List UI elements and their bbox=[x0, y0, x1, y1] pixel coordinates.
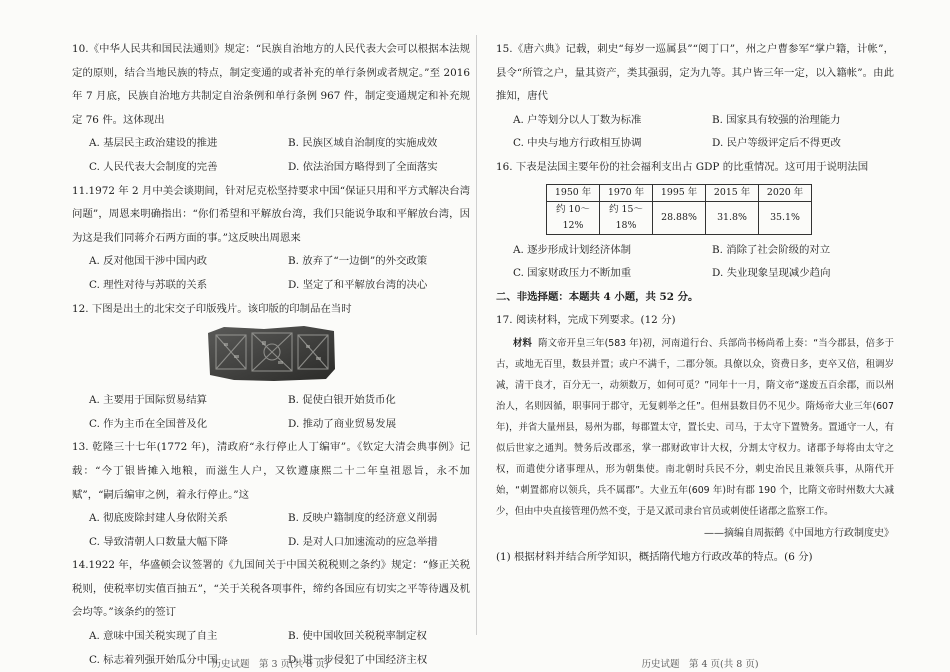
table-cell-value: 约 10～12% bbox=[547, 201, 600, 234]
q16-option-b: B. 消除了社会阶级的对立 bbox=[712, 243, 831, 256]
material-source: ——摘编自周振鹤《中国地方行政制度史》 bbox=[704, 527, 894, 539]
question-16 bbox=[496, 156, 894, 286]
question-15 bbox=[496, 38, 894, 156]
q13-option-d: D. 是对人口加速流动的应急举措 bbox=[288, 535, 438, 548]
page-footer-left: 历史试题 第 3 页(共 8 页) bbox=[211, 659, 329, 670]
q12-option-c: C. 作为主币在全国普及化 bbox=[89, 417, 208, 430]
q12-option-a: A. 主要用于国际贸易结算 bbox=[89, 394, 208, 407]
q14-option-b: B. 使中国收回关税税率制定权 bbox=[288, 630, 427, 643]
left-column bbox=[72, 38, 470, 672]
q12-stem: 12. 下图是出土的北宋交子印版残片。该印版的印制品在当时 bbox=[72, 302, 352, 315]
q14-option-c: C. 标志着列强开始瓜分中国 bbox=[89, 653, 218, 666]
q17-stem: 17. 阅读材料，完成下列要求。(12 分) bbox=[496, 314, 676, 327]
q16-option-d: D. 失业现象呈现减少趋向 bbox=[712, 267, 831, 280]
q15-option-d: D. 民户等级评定后不得更改 bbox=[712, 137, 841, 150]
q10-stem: 10.《中华人民共和国民法通则》规定：“民族自治地方的人民代表大会可以根据本法规定的原则，结合当地民族的特点，制定变通的或者补充的单行条例或者规定。”至 2016 年 7 月底，民族自治地方共制定自治条例和单行条例 967 件，制定变通规定和补充规定 76 件。这体现出 bbox=[72, 43, 470, 126]
table-cell-year: 2015 年 bbox=[706, 184, 759, 201]
q16-option-a: A. 逐步形成计划经济体制 bbox=[513, 243, 632, 256]
table-cell-value: 28.88% bbox=[653, 201, 706, 234]
q12-option-d: D. 推动了商业贸易发展 bbox=[288, 417, 397, 430]
table-cell-value: 约 15～18% bbox=[600, 201, 653, 234]
q15-stem: 15.《唐六典》记载，刺史“每岁一巡属县”“阅丁口”，州之户曹参军“掌户籍，计帐”，县令“所管之户，量其资产，类其强弱，定为九等。其户皆三年一定，以入籍帐”。由此推知，唐代 bbox=[496, 43, 894, 103]
question-12 bbox=[72, 298, 470, 437]
q14-option-a: A. 意味中国关税实现了自主 bbox=[89, 630, 218, 643]
q16-stem: 16. 下表是法国主要年份的社会福利支出占 GDP 的比重情况。这可用于说明法国 bbox=[496, 160, 869, 173]
material-text: 隋文帝开皇三年(583 年)初，河南道行台、兵部尚书杨尚希上奏：“当今郡县，倍多于古，或地无百里，数县并置；或户不满千，二郡分领。具僚以众，资费日多，吏卒又倍，租调岁减，清干良才，百分无一，动须数万，如何可觅？”同年十一月，隋文帝“遂废五百余郡，而以州治人，名则因循，职事同于郡守，无复刺举之任”。但州县数目仍不见少。隋炀帝大业三年(607 年)，并省大量州县，易州为郡，每郡置太守，置长史、司马，于太守下置赞务。置通守一人，有似后世家之通判。赞务后改郡丞，掌一郡财政审计大权，分割太守权力。诸郡予每将由太守之权，而遣使分诸事理从，形为朝集使。南北朝时兵民不分，刺史治民且兼领兵事，从隋代开始，“刺置都府以领兵，兵不属郡”。大业五年(609 年)时有郡 190 个，比隋文帝时州数大大减少，但由中央直接管理仍然不变，于是又派司隶台官员或刺使任诸郡之监察工作。 bbox=[496, 337, 894, 517]
q10-option-a: A. 基层民主政治建设的推进 bbox=[89, 137, 218, 150]
question-11 bbox=[72, 180, 470, 298]
q12-option-b: B. 促使白银开始货币化 bbox=[288, 394, 396, 407]
q11-option-a: A. 反对他国干涉中国内政 bbox=[89, 255, 208, 268]
q11-option-d: D. 坚定了和平解放台湾的决心 bbox=[288, 278, 428, 291]
column-divider bbox=[476, 35, 477, 635]
table-cell-year: 1950 年 bbox=[547, 184, 600, 201]
q14-stem: 14.1922 年，华盛顿会议签署的《九国间关于中国关税税则之条约》规定：“修正关税税则，使税率切实值百抽五”，“关于关税各项事件，缔约各国应有切实之平等待遇及机会均等。”该条约的签订 bbox=[72, 559, 470, 619]
question-10 bbox=[72, 38, 470, 180]
q14-option-d: D. 进一步侵犯了中国经济主权 bbox=[288, 653, 428, 666]
welfare-gdp-table bbox=[546, 184, 812, 235]
q11-option-c: C. 理性对待与苏联的关系 bbox=[89, 278, 208, 291]
q10-option-c: C. 人民代表大会制度的完善 bbox=[89, 160, 218, 173]
table-row-values bbox=[547, 201, 812, 234]
printing-plate-icon bbox=[204, 323, 338, 383]
q13-stem: 13. 乾隆三十七年(1772 年)，清政府“永行停止人丁编审”。《钦定大清会典事例》记载：“今丁银皆摊入地粮，而滋生人户，又钦遵康熙二十二年皇祖恩旨，永不加赋”，“嗣后编审之例，着永行停止。”这 bbox=[72, 441, 470, 501]
q15-option-c: C. 中央与地方行政相互协调 bbox=[513, 137, 642, 150]
jiaozi-printing-plate-image bbox=[72, 323, 470, 387]
material-label: 材料 bbox=[513, 337, 532, 349]
q13-option-c: C. 导致清朝人口数量大幅下降 bbox=[89, 535, 228, 548]
table-row-years bbox=[547, 184, 812, 201]
table-cell-year: 1970 年 bbox=[600, 184, 653, 201]
q10-option-b: B. 民族区域自治制度的实施成效 bbox=[288, 137, 438, 150]
q13-option-a: A. 彻底废除封建人身依附关系 bbox=[89, 512, 228, 525]
q13-option-b: B. 反映户籍制度的经济意义削弱 bbox=[288, 512, 438, 525]
q15-option-b: B. 国家具有较强的治理能力 bbox=[712, 113, 841, 126]
page-footer-right: 历史试题 第 4 页(共 8 页) bbox=[641, 659, 759, 670]
table-cell-year: 2020 年 bbox=[759, 184, 812, 201]
q17-material bbox=[496, 333, 894, 522]
table-cell-value: 31.8% bbox=[706, 201, 759, 234]
q16-option-c: C. 国家财政压力不断加重 bbox=[513, 267, 632, 280]
q15-option-a: A. 户等划分以人丁数为标准 bbox=[513, 113, 642, 126]
q11-option-b: B. 放弃了“一边倒”的外交政策 bbox=[288, 255, 428, 268]
q17-part-1: (1) 根据材料并结合所学知识，概括隋代地方行政改革的特点。(6 分) bbox=[496, 550, 813, 563]
table-cell-year: 1995 年 bbox=[653, 184, 706, 201]
section-heading-nonchoice: 二、非选择题：本题共 4 小题，共 52 分。 bbox=[496, 290, 699, 303]
question-13 bbox=[72, 436, 470, 554]
table-cell-value: 35.1% bbox=[759, 201, 812, 234]
right-column bbox=[496, 38, 894, 569]
q11-stem: 11.1972 年 2 月中美会谈期间，针对尼克松坚持要求中国“保证只用和平方式解决台湾问题”，周恩来明确指出：“你们希望和平解放台湾，我们只能说争取和平解放台湾，因为这是我们同蒋介石两方面的事。”这反映出周恩来 bbox=[72, 184, 470, 244]
question-14 bbox=[72, 554, 470, 672]
q10-option-d: D. 依法治国方略得到了全面落实 bbox=[288, 160, 438, 173]
